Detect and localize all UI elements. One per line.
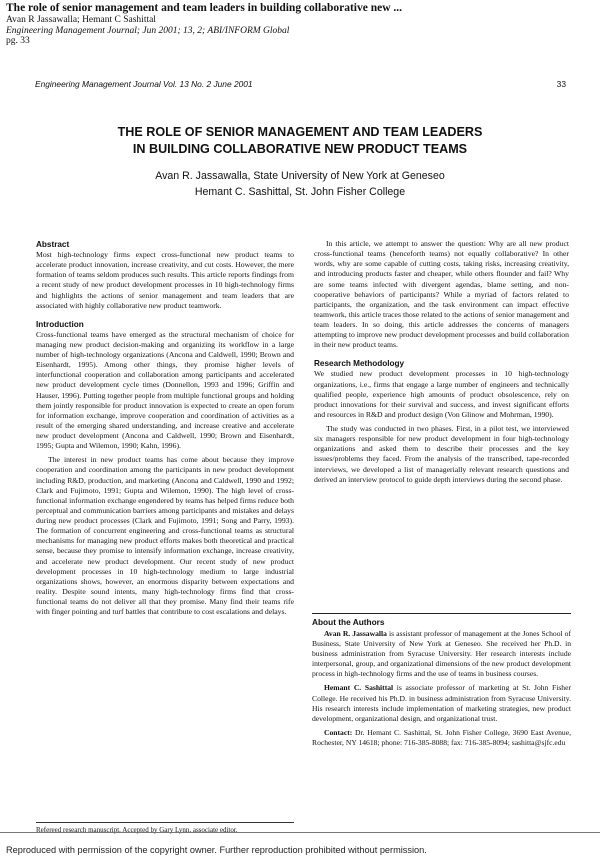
right-column xyxy=(314,239,569,485)
footnote: Refereed research manuscript. Accepted by Gary Lynn, associate editor. xyxy=(36,826,238,834)
citation-title: The role of senior management and team leaders in building collaborative new ... xyxy=(6,2,402,14)
contact-label: Contact: xyxy=(324,727,353,737)
about-heading: About the Authors xyxy=(312,617,385,627)
right-intro-paragraph: In this article, we attempt to answer the question: Why are all new product cross-functional teams (henceforth teams) not equally collaborative? In other words, why are some capable of cutting costs, taking risks, increasing creativity, and introducing products faster and cheaper, while others flounder and fail? Why are some teams infected with divergent agendas, blame setting, and non-cooperative behaviors of participants? While a myriad of factors related to participants, the organization, and the task environment can impact effective teamwork, this article traces those related to the actions of senior management and team leaders. In so doing, this article addresses the concerns of managers attempting to improve new product development processes and build collaboration in their new product teams. xyxy=(314,239,569,350)
methodology-paragraph-1: We studied new product development processes in 10 high-technology organizations, i.e., firms that engage a large number of engineers and technically qualified people, experience high amounts of product obsolescence, rely on product innovations for their survival and success, and invest significant efforts and resources in R&D and product design (Von Glinow and Mohrman, 1990). xyxy=(314,369,569,419)
introduction-heading: Introduction xyxy=(36,319,84,329)
about-author-2-name: Hemant C. Sashittal xyxy=(324,683,394,693)
about-contact xyxy=(312,728,571,748)
introduction-paragraph-2: The interest in new product teams has come about because they improve cooperation and coordination among the participants in new product development including R&D, production, and marketing (Ancona and Caldwell, 1990 and 1992; Clark and Fujimoto, 1991; Gupta and Wilemon, 1990). The high level of cross-functional information exchange engendered by teams has helped firms reduce both perceptual and communication barriers among participants and mistakes and delays during new product processes (Clark and Fujimoto, 1991; Song and Parry, 1993). The formation of concurrent engineering and cross-functional teams as structural mechanisms for managing new product efforts makes both theoretical and practical sense, because they promise to intensify information exchange, increase creativity, and accelerate new product development. Our recent study of new product development processes in 10 high-technology medium to large industrial organizations shows, however, an enormous disparity between expectations and reality. Despite sound intents, many high-technology firms find that cross-functional teams do not deliver all that they promise. Many find their teams rife with finger pointing and turf battles that contribute to cost escalations and delays. xyxy=(36,455,294,617)
about-author-2 xyxy=(312,683,571,723)
footnote-divider xyxy=(36,822,294,823)
methodology-paragraph-2: The study was conducted in two phases. First, in a pilot test, we interviewed six managers responsible for new product development in four high-technology organizations and asked them to describe their processes and the key issues/problems they faced. From the analysis of the transcribed, tape-recorded interviews, we developed a list of managerially relevant research questions and derived an interview protocol to guide depth interviews during the second phase. xyxy=(314,424,569,484)
citation-authors: Avan R Jassawalla; Hemant C Sashittal xyxy=(6,15,156,25)
about-authors-box xyxy=(312,613,571,810)
citation-block xyxy=(6,2,596,47)
introduction-paragraph-1: Cross-functional teams have emerged as the structural mechanism of choice for managing new product decision-making and organizing its workflow in a large number of high-technology organizations (Ancona and Caldwell, 1990; Brown and Eisenhardt, 1995). Among other things, they promise higher levels of interfunctional cooperation and collaboration among participants and accelerated new product development cycle times (Donnellon, 1993 and 1996; Griffin and Hauser, 1996). Putting together people from multiple functional groups and holding them jointly responsible for product innovation is expected to create an open forum for information exchange, improve cooperation and coordination of activities as a result of the emerging shared understanding, and increase creative and accelerate new product development (Ancona and Caldwell, 1990; Brown and Eisenhardt, 1995; Gupta and Wilemon, 1990; Kahn, 1996). xyxy=(36,329,294,451)
journal-name: Engineering Management Journal Vol. 13 No. 2 June 2001 xyxy=(35,79,253,89)
abstract-text: Most high-technology firms expect cross-functional new product teams to accelerate product innovation, increase creativity, and cut costs. However, the mere formation of teams seldom produces such results. This article reports findings from a recent study of new product development processes in 10 high-technology firms and highlights the actions of senior management and team leaders that are associated with highly collaborative new product teamwork. xyxy=(36,250,294,310)
page-bottom-divider xyxy=(0,832,600,833)
title-line-1: THE ROLE OF SENIOR MANAGEMENT AND TEAM LEADERS xyxy=(117,125,483,139)
about-author-1-bio: is assistant professor of management at the Jones School of Business, State University of New York at Geneseo. She received her Ph.D. in business administration from Syracuse University. Her research interests include interpersonal, group, and organizational dimensions of the new product development process in high-technology firms and the use of teams in business courses. xyxy=(312,629,572,679)
title-line-2: IN BUILDING COLLABORATIVE NEW PRODUCT TEAMS xyxy=(132,142,468,156)
about-author-1-name: Avan R. Jassawalla xyxy=(324,629,387,638)
author-1: Avan R. Jassawalla, State University of New York at Geneseo xyxy=(155,170,445,182)
author-2: Hemant C. Sashittal, St. John Fisher College xyxy=(194,186,406,198)
contact-text: Dr. Hemant C. Sashittal, St. John Fisher College, 3690 East Avenue, Rochester, NY 14618; phone: 716-385-8088; fax: 716-385-8094; sashitta@sjfc.edu xyxy=(312,727,571,747)
methodology-heading: Research Methodology xyxy=(314,359,405,369)
copyright-notice: Reproduced with permission of the copyright owner. Further reproduction prohibited without permission. xyxy=(6,845,427,855)
paper-title xyxy=(40,124,560,158)
citation-pages: pg. 33 xyxy=(6,36,30,46)
page-number: 33 xyxy=(556,79,566,89)
about-author-1 xyxy=(312,629,571,679)
running-header xyxy=(35,79,566,89)
left-column xyxy=(36,239,294,617)
citation-source: Engineering Management Journal; Jun 2001; 13, 2; ABI/INFORM Global xyxy=(6,25,290,36)
author-list xyxy=(40,168,560,200)
abstract-heading: Abstract xyxy=(36,240,70,249)
about-author-2-bio: is associate professor of marketing at St. John Fisher College. He received his Ph.D. in business administration from Syracuse University. His research interests include implementation of marketing strategies, new product development, organizational design, and organizational trust. xyxy=(312,683,571,723)
